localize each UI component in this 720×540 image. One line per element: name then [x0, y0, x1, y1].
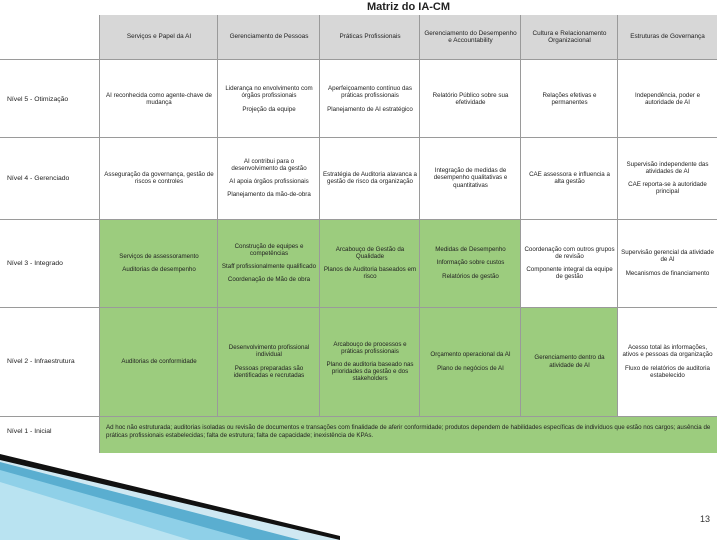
cell-item: Medidas de Desempenho	[435, 246, 506, 254]
page-number: 13	[699, 514, 710, 524]
matrix-cell	[420, 61, 521, 137]
matrix-cell	[320, 307, 420, 416]
cell-item: Planejamento da mão-de-obra	[227, 191, 311, 199]
column-header-gerenciamento-do-desempenho-e-accountability: Gerenciamento do Desempenho e Accountability	[420, 15, 521, 59]
level-label: Nível 1 - Inicial	[7, 427, 52, 435]
row-divider	[0, 59, 717, 60]
cell-item: Coordenação com outros grupos de revisão	[524, 245, 615, 260]
cell-item: Integração de medidas de desempenho qualitativas e quantitativas	[433, 167, 508, 189]
level1-description: Ad hoc não estruturada; auditorias isoladas ou revisão de documentos e transações com finalidade de aferir conformidade; produtos dependem de habilidades específicas de indivíduos que estão nos cargos; ausência de práticas profissionais estabelecidas; falta de estrutura; falta de capacidade; inexistência de KPAs.	[100, 416, 717, 453]
cell-item: Planejamento de AI estratégico	[327, 105, 413, 113]
matrix-cell	[218, 137, 320, 219]
column-divider	[617, 15, 618, 416]
cell-item: Mecanismos de financiamento	[625, 269, 710, 277]
cell-item: Supervisão independente das atividades de AI	[626, 160, 709, 175]
cell-item: Plano de auditoria baseado nas prioridades da gestão e dos stakeholders	[326, 360, 414, 383]
column-header-praticas-profissionais: Práticas Profissionais	[320, 15, 420, 59]
decorative-corner-graphic	[0, 440, 340, 540]
cell-item: Estratégia de Auditoria alavanca a gestão de risco da organização	[323, 170, 417, 185]
cell-item: Orçamento operacional da AI	[430, 351, 511, 359]
cell-item: Pessoas preparadas são identificadas e recrutadas	[233, 364, 305, 379]
matrix-cell	[420, 307, 521, 416]
row-divider	[0, 137, 717, 138]
column-header-estruturas-de-governanca: Estruturas de Governança	[618, 15, 717, 59]
cell-item: Arcabouço de Gestão da Qualidade	[335, 245, 405, 260]
cell-item: Staff profissionalmente qualificado	[221, 263, 317, 270]
matrix-cell	[618, 61, 717, 137]
matrix-cell	[100, 61, 218, 137]
matrix-cell	[100, 307, 218, 416]
level-label: Nível 2 - Infraestrutura	[7, 358, 75, 365]
column-divider	[520, 15, 521, 416]
cell-item: Desenvolvimento profissional individual	[228, 344, 310, 359]
cell-item: Acesso total às informações, ativos e pessoas da organização	[622, 344, 713, 359]
column-header-cultura-e-relacionamento-organizacional: Cultura e Relacionamento Organizacional	[521, 15, 618, 59]
row-divider	[0, 416, 717, 417]
cell-item: Auditorias de desempenho	[122, 266, 196, 273]
matrix-cell	[420, 137, 521, 219]
level-label: Nível 4 - Gerenciado	[7, 174, 70, 182]
page-title: Matriz do IA-CM	[366, 1, 451, 13]
cell-item: Liderança no envolvimento com órgãos profissionais	[225, 85, 313, 100]
cell-item: AI reconhecida como agente-chave de mudança	[106, 91, 212, 106]
row-divider	[0, 219, 717, 220]
cell-item: AI contribui para o desenvolvimento da gestão	[231, 157, 307, 172]
cell-item: Relações efetivas e permanentes	[542, 91, 597, 106]
matrix-cell	[218, 219, 320, 307]
cell-item: Construção de equipes e competências	[234, 242, 304, 257]
header-corner	[0, 15, 97, 59]
cell-item: CAE reporta-se à autoridade principal	[628, 181, 707, 196]
matrix-cell	[100, 219, 218, 307]
matrix-cell	[618, 219, 717, 307]
cell-item: Componente integral da equipe de gestão	[526, 266, 613, 281]
cell-item: Independência, poder e autoridade de AI	[634, 91, 701, 106]
matrix-cell	[100, 137, 218, 219]
cell-item: Asseguração da governança, gestão de riscos e controles	[104, 170, 214, 185]
matrix-cell	[218, 61, 320, 137]
cell-item: CAE assessora e influencia a alta gestão	[529, 170, 610, 185]
matrix-cell	[618, 137, 717, 219]
cell-item: AI apoia órgãos profissionais	[229, 178, 309, 185]
row-divider	[0, 307, 717, 308]
cell-item: Gerenciamento dentro da atividade de AI	[534, 354, 605, 369]
cell-item: Arcabouço de processos e práticas profissionais	[333, 340, 407, 355]
cell-item: Projeção da equipe	[242, 105, 296, 113]
matrix-cell	[420, 219, 521, 307]
level-label: Nível 3 - Integrado	[7, 259, 63, 267]
level-label: Nível 5 - Otimização	[7, 95, 69, 103]
cell-item: Aperfeiçoamento contínuo das práticas profissionais	[328, 85, 412, 100]
matrix-cell	[521, 137, 618, 219]
cell-item: Relatório Público sobre sua efetividade	[432, 91, 509, 106]
cell-item: Coordenação de Mão de obra	[227, 276, 311, 284]
column-header-gerenciamento-de-pessoas: Gerenciamento de Pessoas	[218, 15, 320, 59]
column-divider	[419, 15, 420, 416]
cell-item: Supervisão gerencial da atividade de AI	[621, 249, 714, 264]
column-divider	[217, 15, 218, 416]
matrix-cell	[320, 137, 420, 219]
column-divider	[99, 15, 100, 453]
cell-item: Plano de negócios de AI	[437, 364, 504, 372]
cell-item: Informação sobre custos	[436, 259, 505, 267]
matrix-cell	[320, 61, 420, 137]
cell-item: Serviços de assessoramento	[119, 252, 199, 260]
matrix-cell	[521, 219, 618, 307]
cell-item: Auditorias de conformidade	[121, 357, 197, 365]
cell-item: Planos de Auditoria baseados em risco	[323, 266, 417, 281]
cell-item: Relatórios de gestão	[442, 272, 499, 280]
column-header-servicos-e-papel-da-ai: Serviços e Papel da AI	[100, 15, 218, 59]
matrix-cell	[521, 307, 618, 416]
matrix-cell	[618, 307, 717, 416]
matrix-cell	[218, 307, 320, 416]
column-divider	[319, 15, 320, 416]
matrix-cell	[320, 219, 420, 307]
matrix-cell	[521, 61, 618, 137]
cell-item: Fluxo de relatórios de auditoria estabelecido	[625, 364, 710, 379]
